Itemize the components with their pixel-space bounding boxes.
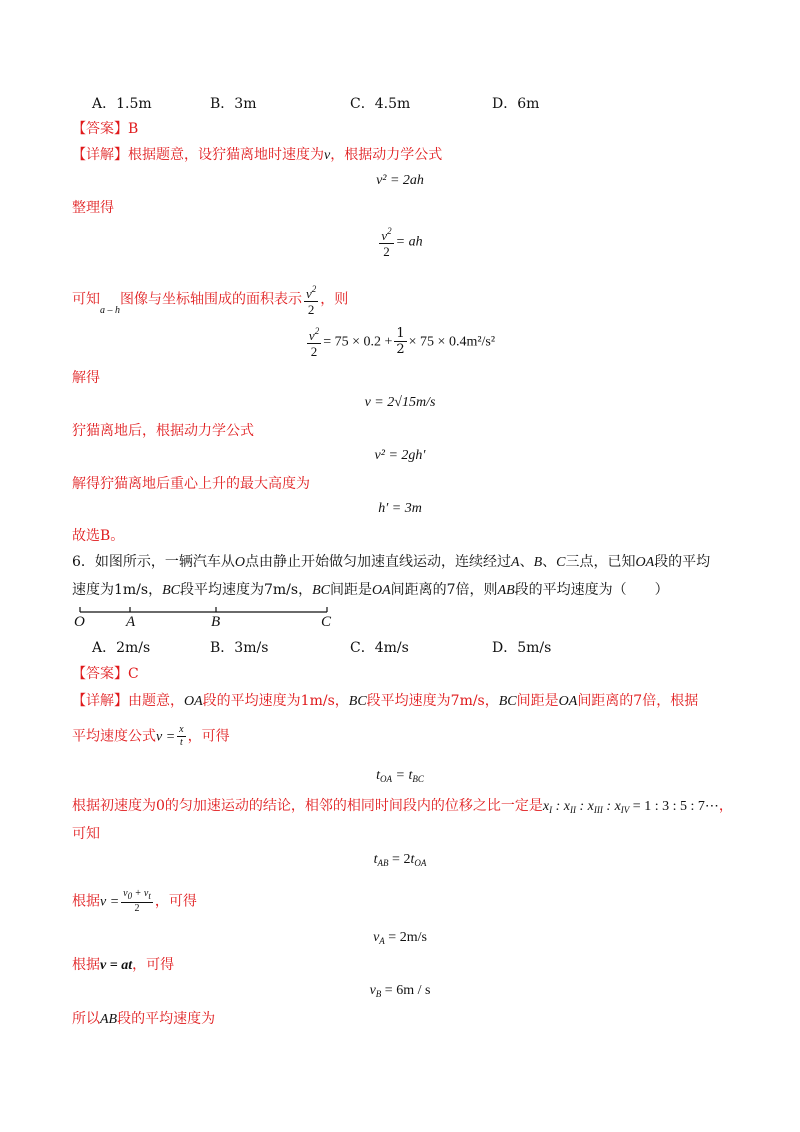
q6-text-line-1: 6．如图所示，一辆汽车从O点由静止开始做匀加速直线运动，连续经过A、B、C三点，已知OA段的平均	[72, 554, 711, 570]
q6-text-line-2: 速度为1m/s，BC段平均速度为7m/s，BC间距是OA间距离的7倍，则AB段的平均速度为（ ）	[72, 582, 669, 598]
detail-2-line-6: 根据v = at，可得	[72, 957, 175, 973]
detail-1-eq-6: h′ = 3m	[378, 501, 422, 516]
detail-2-line-1: 【详解】由题意，OA段的平均速度为1m/s，BC段平均速度为7m/s，BC间距是OA间距离的7倍，根据	[72, 693, 699, 709]
detail-1-line-4: 解得	[72, 370, 100, 386]
q6-point-c: C	[321, 614, 332, 630]
detail-2-eq-1: $t_{OA} = t_{BC}$	[376, 768, 424, 784]
detail-1-eq-1: v² = 2ah	[376, 173, 424, 188]
q6-option-c: C．4m/s	[350, 640, 409, 656]
detail-2-eq-2: $t_{AB} = 2t_{OA}$	[373, 852, 427, 868]
detail-2-line-3: 根据初速度为0的匀加速运动的结论，相邻的相同时间段内的位移之比一定是$x_I$ : $x_{II}$ : $x_{III}$ : $x_{IV} = 1$ : 3 : 5 : 7⋯，	[72, 798, 733, 815]
detail-1-line-7: 故选B。	[72, 528, 125, 544]
detail-2-eq-4: $v_B = 6m / s$	[369, 983, 431, 999]
q6-option-a: A．2m/s	[92, 640, 151, 656]
q5-option-b: B．3m	[210, 96, 257, 112]
q6-line-diagram	[0, 602, 800, 642]
q6-point-a: A	[126, 614, 136, 630]
detail-1-eq-2: $\frac{v^2}{2}$ = ah	[381, 226, 423, 259]
q5-option-a: A．1.5m	[92, 96, 152, 112]
detail-2-line-4: 可知	[72, 826, 100, 842]
detail-2-line-7: 所以AB段的平均速度为	[72, 1011, 216, 1027]
answer-2: 【答案】C	[72, 666, 139, 682]
detail-1-line-6: 解得狞猫离地后重心上升的最大高度为	[72, 476, 310, 492]
detail-1-eq-5: v² = 2gh′	[374, 448, 426, 463]
detail-2-eq-3: $v_A = 2m/s$	[373, 930, 427, 946]
answer-1: 【答案】B	[72, 121, 139, 137]
detail-1-eq-3: $\frac{v^2}{2}$ = 75 × 0.2 + $\frac{1}{2}$ × 75 × 0.4m²/s²	[308, 326, 496, 359]
q6-option-b: B．3m/s	[210, 640, 269, 656]
detail-1-line-1: 【详解】根据题意，设狞猫离地时速度为v，根据动力学公式	[72, 147, 443, 163]
detail-2-line-2: 平均速度公式v = $\frac{x}{t}$ ，可得	[72, 724, 230, 748]
q6-point-o: O	[74, 614, 85, 630]
detail-1-line-2: 整理得	[72, 200, 114, 216]
q5-option-c: C．4.5m	[350, 96, 411, 112]
detail-2-line-5: 根据v = $\frac{v0 + vt}{2}$ ，可得	[72, 888, 197, 914]
q5-option-d: D．6m	[492, 96, 540, 112]
q6-point-b: B	[211, 614, 221, 630]
detail-1-line-5: 狞猫离地后，根据动力学公式	[72, 423, 254, 439]
detail-1-line-3: 可知$_{a - h}$图像与坐标轴围成的面积表示 $\frac{v^2}{2}$ ，则	[72, 284, 349, 317]
detail-1-eq-4: v = 2√15m/s	[364, 395, 436, 410]
q6-option-d: D．5m/s	[492, 640, 552, 656]
